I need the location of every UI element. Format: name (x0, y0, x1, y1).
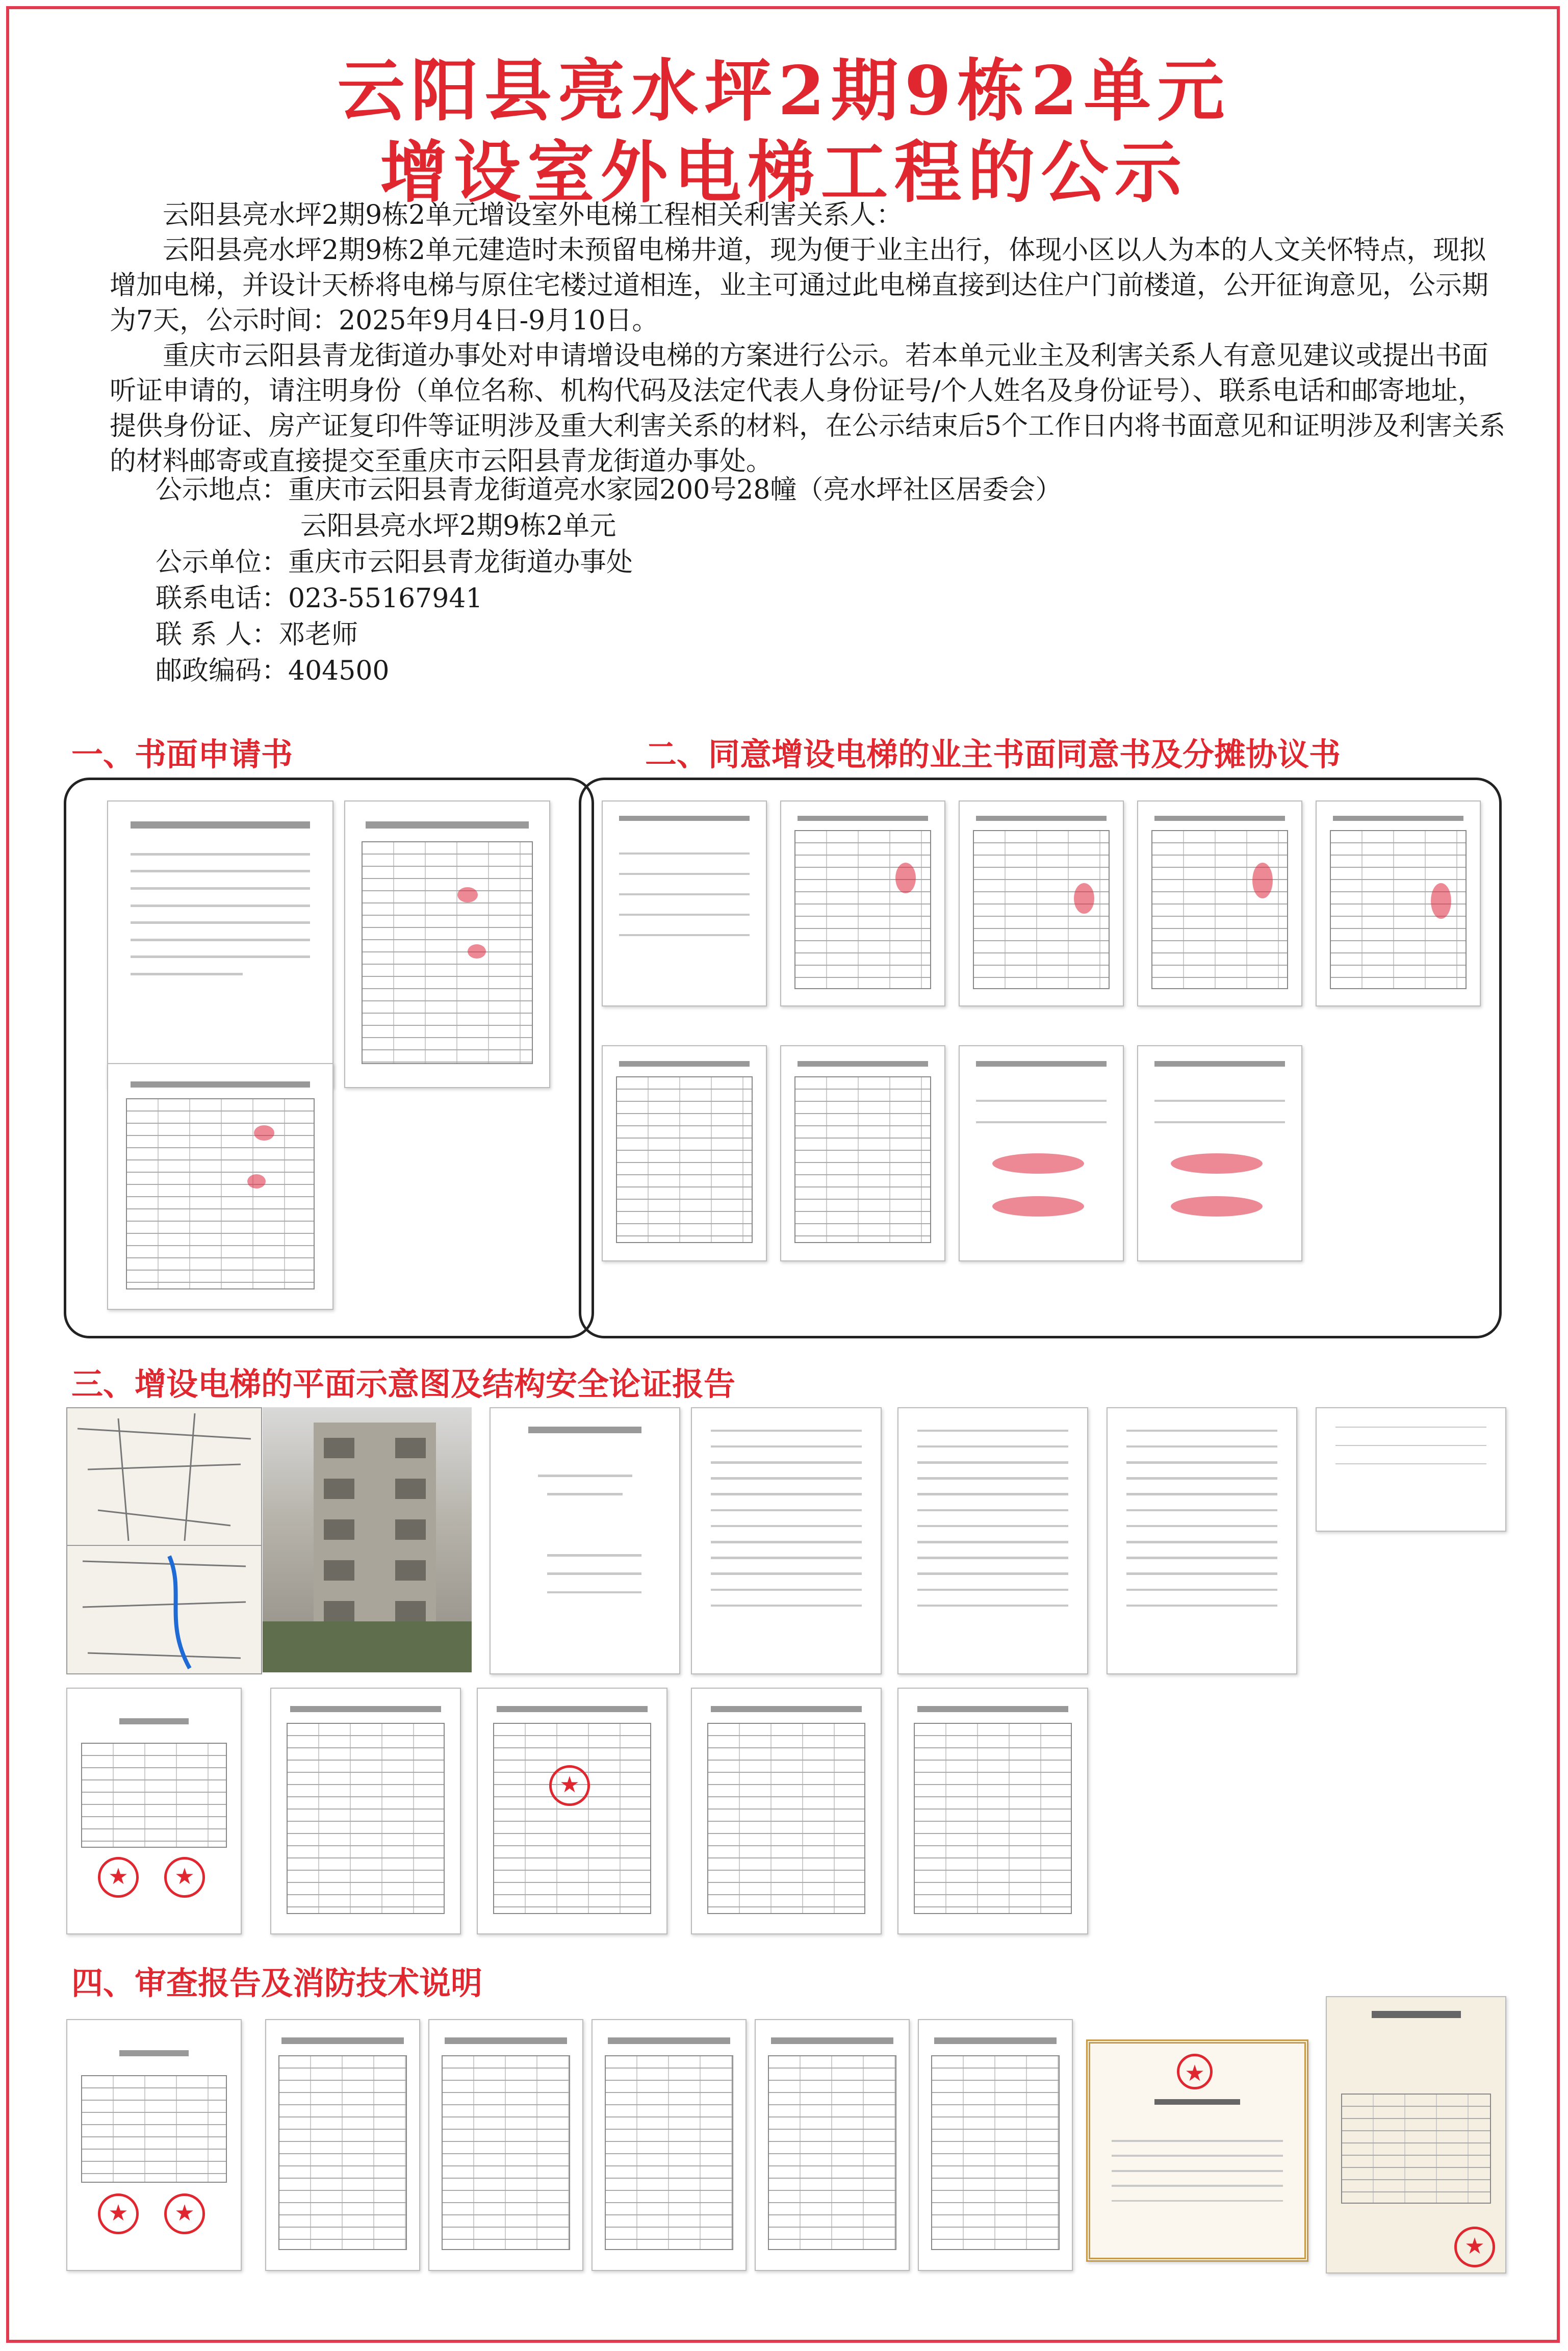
location-label: 公示地点： (156, 475, 289, 505)
safety-report-cover (490, 1407, 680, 1674)
unit-value: 重庆市云阳县青龙街道办事处 (288, 547, 633, 578)
report-page-4 (1316, 1407, 1506, 1532)
review-form-doc-1 (270, 1688, 461, 1934)
contact-info (156, 472, 1062, 689)
section-2-heading: 二、同意增设电梯的业主书面同意书及分摊协议书 (645, 736, 1341, 773)
postcode-value: 404500 (288, 656, 390, 686)
addressee: 云阳县亮水坪2期9栋2单元增设室外电梯工程相关利害关系人： (163, 200, 903, 230)
unit-label: 公示单位： (156, 547, 289, 578)
section-1-heading: 一、书面申请书 (71, 736, 293, 773)
phone-value: 023-55167941 (288, 583, 483, 614)
fire-review-doc-5 (918, 2019, 1073, 2271)
qualification-cert-doc (66, 1688, 242, 1934)
paragraph-2: 重庆市云阳县青龙街道办事处对申请增设电梯的方案进行公示。若本单元业主及利害关系人有意见建议或提出书面听证申请的，请注明身份（单位名称、机构代码及法定代表人身份证号/个人姓名及身份证号）、联系电话和邮寄地址，提供身份证、房产证复印件等证明涉及重大利害关系的材料，在公示结束后5个工作日内将书面意见和证明涉及利害关系的材料邮寄或直接提交至重庆市云阳县青龙街道办事处。 (110, 341, 1506, 477)
location-2: 云阳县亮水坪2期9栋2单元 (300, 511, 616, 541)
review-form-doc-3 (691, 1688, 882, 1934)
report-page-3 (1107, 1407, 1297, 1674)
notice-body (110, 198, 1507, 479)
title-line-2: 增设室外电梯工程的公示 (380, 133, 1188, 212)
cost-agreement-doc-1 (959, 1045, 1124, 1261)
consent-form-doc-1 (1137, 800, 1302, 1006)
contact-label: 联 系 人： (156, 619, 279, 650)
section-2-panel (579, 778, 1502, 1338)
section-1-panel (64, 778, 594, 1338)
authorization-doc (602, 800, 767, 1006)
site-plan-image-1 (66, 1407, 262, 1547)
owner-list-doc-2 (959, 800, 1124, 1006)
fire-review-doc-2 (428, 2019, 583, 2271)
opinion-doc-1 (602, 1045, 767, 1261)
postcode-label: 邮政编码： (156, 656, 289, 686)
phone-label: 联系电话： (156, 583, 289, 614)
owner-list-doc-1 (780, 800, 945, 1006)
title-line-1: 云阳县亮水坪2期9栋2单元 (337, 51, 1231, 131)
report-page-1 (691, 1407, 882, 1674)
business-license-doc (1086, 2039, 1308, 2262)
fire-review-doc-1 (265, 2019, 420, 2271)
special-equipment-license-doc (1326, 1996, 1506, 2274)
review-form-doc-4 (897, 1688, 1088, 1934)
building-photo (263, 1407, 472, 1672)
cost-agreement-doc-2 (1137, 1045, 1302, 1261)
section-4-heading: 四、审查报告及消防技术说明 (71, 1965, 483, 2002)
fire-review-doc-4 (755, 2019, 910, 2271)
application-letter-doc (107, 800, 333, 1088)
report-page-2 (897, 1407, 1088, 1674)
qualification-cert-doc-2 (66, 2019, 242, 2271)
consent-form-doc-2 (1316, 800, 1481, 1006)
applicant-list-doc-2 (107, 1063, 333, 1310)
paragraph-1: 云阳县亮水坪2期9栋2单元建造时未预留电梯井道，现为便于业主出行，体现小区以人为本的人文关怀特点，现拟增加电梯，并设计天桥将电梯与原住宅楼过道相连，业主可通过此电梯直接到达住户门前楼道，公开征询意见，公示期为7天，公示时间：2025年9月4日-9月10日。 (110, 235, 1489, 336)
contact-value: 邓老师 (278, 619, 358, 650)
applicant-list-doc-1 (344, 800, 550, 1088)
review-form-doc-2 (477, 1688, 667, 1934)
opinion-doc-2 (780, 1045, 945, 1261)
location-1: 重庆市云阳县青龙街道亮水家园200号28幢（亮水坪社区居委会） (288, 475, 1062, 505)
site-plan-image-2 (66, 1545, 262, 1674)
fire-review-doc-3 (592, 2019, 747, 2271)
section-3-heading: 三、增设电梯的平面示意图及结构安全论证报告 (71, 1365, 736, 1403)
